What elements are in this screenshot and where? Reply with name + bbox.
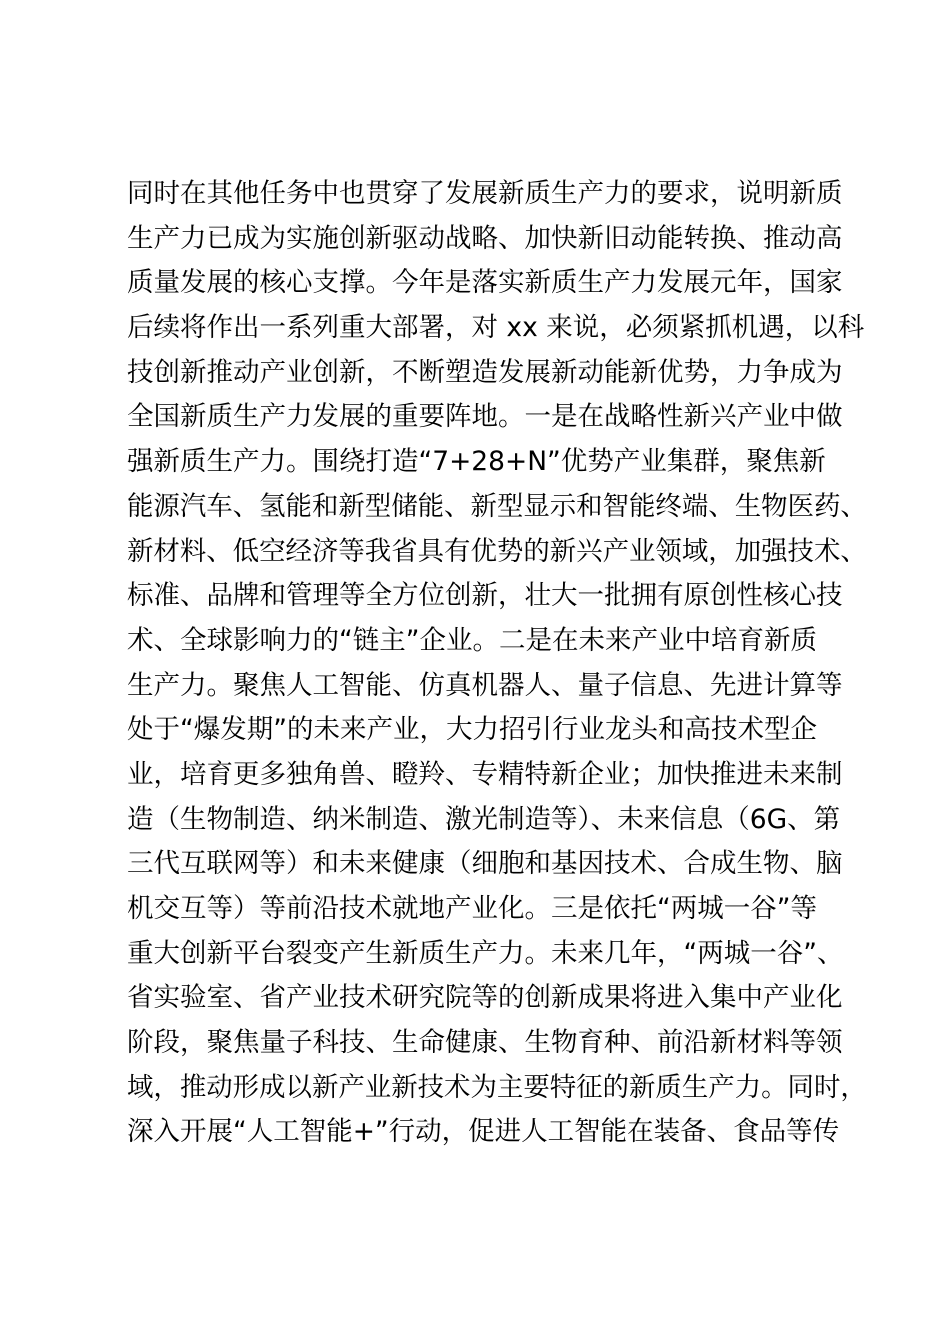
text-line: 术、全球影响力的“链主”企业。二是在未来产业中培育新质	[127, 624, 817, 656]
text-line: 处于“爆发期”的未来产业，大力招引行业龙头和高技术型企	[127, 714, 817, 746]
text-line: 强新质生产力。围绕打造“7+28+N”优势产业集群，聚焦新	[127, 446, 826, 478]
text-line: 生产力。聚焦人工智能、仿真机器人、量子信息、先进计算等	[127, 669, 843, 701]
text-line: 机交互等）等前沿技术就地产业化。三是依托“两城一谷”等	[127, 893, 817, 924]
text-line: 造（生物制造、纳米制造、激光制造等）、未来信息（6G、第	[127, 803, 841, 835]
text-line: 深入开展“人工智能+”行动，促进人工智能在装备、食品等传	[127, 1116, 840, 1148]
text-line: 省实验室、省产业技术研究院等的创新成果将进入集中产业化	[127, 982, 843, 1014]
body-paragraph	[127, 172, 867, 1155]
text-line: 业，培育更多独角兽、瞪羚、专精特新企业；加快推进未来制	[127, 758, 843, 790]
text-line: 重大创新平台裂变产生新质生产力。未来几年，“两城一谷”、	[127, 937, 844, 969]
text-line: 质量发展的核心支撑。今年是落实新质生产力发展元年，国家	[127, 267, 843, 299]
text-line: 阶段，聚焦量子科技、生命健康、生物育种、前沿新材料等领	[127, 1027, 843, 1059]
text-line: 标准、品牌和管理等全方位创新，壮大一批拥有原创性核心技	[127, 580, 843, 612]
text-line: 后续将作出一系列重大部署，对 xx 来说，必须紧抓机遇，以科	[127, 312, 865, 344]
text-line: 三代互联网等）和未来健康（细胞和基因技术、合成生物、脑	[127, 848, 843, 880]
text-line: 生产力已成为实施创新驱动战略、加快新旧动能转换、推动高	[127, 222, 843, 254]
text-line: 域，推动形成以新产业新技术为主要特征的新质生产力。同时，	[127, 1071, 867, 1103]
text-line: 技创新推动产业创新，不断塑造发展新动能新优势，力争成为	[127, 356, 843, 388]
text-line: 新材料、低空经济等我省具有优势的新兴产业领域，加强技术、	[127, 535, 867, 567]
text-line: 同时在其他任务中也贯穿了发展新质生产力的要求，说明新质	[127, 178, 843, 209]
text-line: 能源汽车、氢能和新型储能、新型显示和智能终端、生物医药、	[127, 490, 867, 522]
text-line: 全国新质生产力发展的重要阵地。一是在战略性新兴产业中做	[127, 401, 843, 433]
